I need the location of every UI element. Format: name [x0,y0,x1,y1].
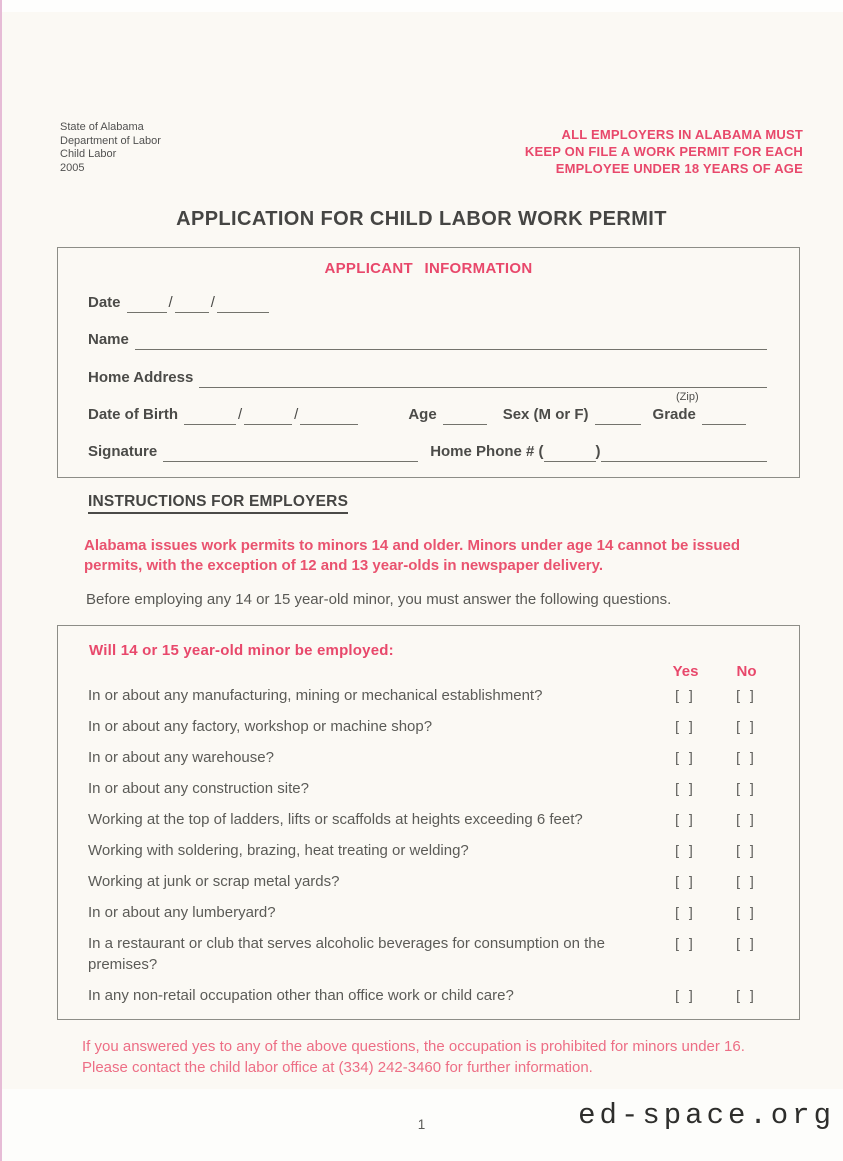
employer-notice-line: EMPLOYEE UNDER 18 YEARS OF AGE [555,161,803,176]
name-blank [135,334,767,350]
phone-number-blank [601,446,767,462]
dob-slash: / [294,406,299,423]
dob-label: Date of Birth [88,406,178,423]
agency-line: State of Alabama [60,121,144,133]
no-column-header: No [736,663,757,680]
dob-month-blank [184,409,236,425]
question-text: In or about any construction site? [88,780,309,797]
no-checkbox: [ ] [736,780,757,796]
date-year-blank [217,297,269,313]
signature-blank [163,446,418,462]
questions-list [88,685,774,1006]
question-row [88,933,774,975]
date-slash: / [210,294,215,311]
date-label: Date [88,294,121,311]
question-row [88,747,774,768]
date-slash: / [168,294,173,311]
yes-checkbox: [ ] [675,780,696,796]
employment-questions-box [57,625,800,1020]
age-label: Age [408,406,437,423]
home-phone-close-paren: ) [595,443,601,460]
dob-field-row [88,404,767,425]
question-row [88,716,774,737]
question-text: In or about any manufacturing, mining or mechanical establishment? [88,687,543,704]
question-text: In or about any lumberyard? [88,904,276,921]
applicant-info-box [57,247,800,478]
dob-day-blank [244,409,292,425]
yes-checkbox: [ ] [675,749,696,765]
phone-area-code-blank [544,446,596,462]
prohibited-occupation-warning: If you answered yes to any of the above questions, the occupation is prohibited for minors under 16. Please contact the child labor office at (334) 242-3460 for further information. [82,1038,745,1076]
no-checkbox: [ ] [736,935,757,951]
yes-column-header: Yes [672,663,699,680]
agency-line: Child Labor [60,148,117,160]
yes-checkbox: [ ] [675,811,696,827]
agency-block [60,121,161,175]
yes-checkbox: [ ] [675,873,696,889]
questions-heading: Will 14 or 15 year-old minor be employed: [89,642,394,659]
instructions-heading [88,493,348,514]
question-row [88,778,774,799]
no-checkbox: [ ] [736,687,757,703]
grade-label: Grade [652,406,696,423]
applicant-info-heading: APPLICANT INFORMATION [324,260,533,277]
question-text: Working at junk or scrap metal yards? [88,873,340,890]
question-text: In a restaurant or club that serves alcoholic beverages for consumption on the premises? [88,935,605,973]
permit-rules-note: Alabama issues work permits to minors 14 and older. Minors under age 14 cannot be issued permits, with the exception of 12 and 13 year-olds in newspaper delivery. [84,537,741,574]
zip-hint-label: (Zip) [676,391,699,403]
name-label: Name [88,331,129,348]
question-row [88,902,774,923]
question-text: Working at the top of ladders, lifts or scaffolds at heights exceeding 6 feet? [88,811,583,828]
no-checkbox: [ ] [736,873,757,889]
agency-line: 2005 [60,161,85,174]
home-phone-label: Home Phone # ( [430,443,544,460]
form-title: APPLICATION FOR CHILD LABOR WORK PERMIT [176,208,667,230]
date-month-blank [127,297,167,313]
no-checkbox: [ ] [736,811,757,827]
dob-slash: / [238,406,243,423]
no-checkbox: [ ] [736,749,757,765]
question-text: In any non-retail occupation other than office work or child care? [88,987,514,1004]
question-text: In or about any factory, workshop or machine shop? [88,718,433,735]
no-checkbox: [ ] [736,842,757,858]
sex-blank [595,409,641,425]
question-text: In or about any warehouse? [88,749,274,766]
home-address-blank [199,372,767,388]
signature-label: Signature [88,443,158,460]
page-number: 1 [417,1117,426,1132]
question-row [88,809,774,830]
agency-line: Department of Labor [60,134,161,147]
employer-notice-line: ALL EMPLOYERS IN ALABAMA MUST [561,127,803,142]
yes-checkbox: [ ] [675,904,696,920]
no-checkbox: [ ] [736,904,757,920]
yes-checkbox: [ ] [675,987,696,1003]
questions-area [88,661,774,1016]
dob-year-blank [300,409,358,425]
question-row [88,685,774,706]
home-address-field-row [88,367,767,388]
no-checkbox: [ ] [736,718,757,734]
sex-label: Sex (M or F) [502,406,589,423]
instructions-heading-text: INSTRUCTIONS FOR EMPLOYERS [88,493,348,514]
age-blank [443,409,487,425]
question-row [88,871,774,892]
yes-checkbox: [ ] [675,718,696,734]
question-row [88,985,774,1006]
date-field-row [88,292,767,313]
yes-no-header-row [88,661,774,682]
no-checkbox: [ ] [736,987,757,1003]
site-watermark: ed-space.org [578,1099,835,1132]
home-address-label: Home Address [88,369,194,386]
pre-question-note: Before employing any 14 or 15 year-old minor, you must answer the following questions. [86,591,672,608]
grade-blank [702,409,746,425]
date-day-blank [175,297,209,313]
scan-top-margin [2,0,843,12]
employer-notice-line: KEEP ON FILE A WORK PERMIT FOR EACH [524,144,803,159]
yes-checkbox: [ ] [675,935,696,951]
name-field-row [88,329,767,350]
question-row [88,840,774,861]
signature-field-row [88,441,767,462]
yes-checkbox: [ ] [675,842,696,858]
yes-checkbox: [ ] [675,687,696,703]
question-text: Working with soldering, brazing, heat treating or welding? [88,842,469,859]
employer-notice [525,126,803,177]
